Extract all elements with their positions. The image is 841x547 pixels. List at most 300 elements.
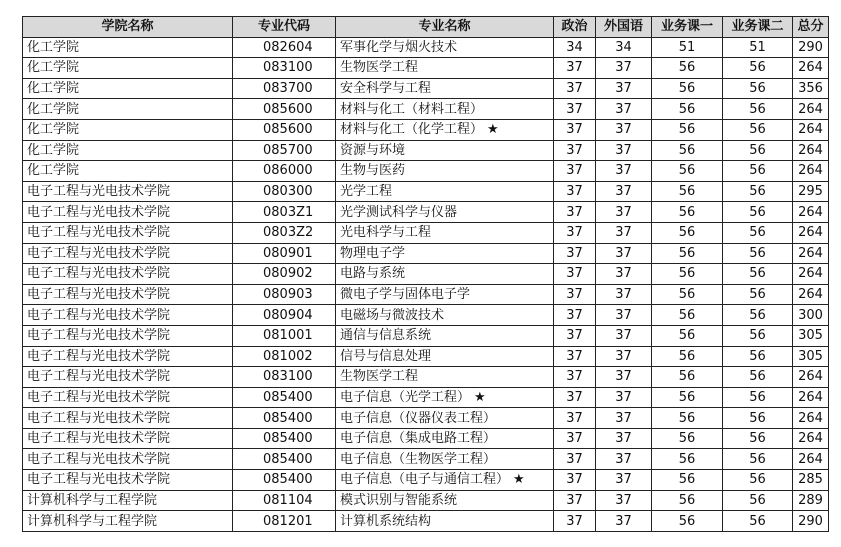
cell-course-two — [723, 181, 793, 202]
cell-course-one — [652, 264, 723, 285]
cell-course-one — [652, 325, 723, 346]
cell-politics — [554, 181, 596, 202]
table-row — [23, 119, 829, 140]
cell-foreign-language — [596, 202, 652, 223]
cell-code-text: 080904 — [263, 307, 313, 323]
cell-course-two — [723, 470, 793, 491]
cell-foreign-language-text: 37 — [615, 142, 632, 158]
cell-foreign-language — [596, 119, 652, 140]
cell-total — [793, 202, 829, 223]
cell-course-one — [652, 428, 723, 449]
cell-major — [336, 346, 554, 367]
cell-total-text: 264 — [798, 431, 823, 447]
cell-course-one-text: 56 — [678, 122, 696, 138]
cell-politics-text: 37 — [566, 307, 583, 323]
header-college: 学院名称 — [23, 17, 233, 38]
cell-course-two-text: 56 — [749, 389, 766, 405]
cell-total-text: 264 — [798, 122, 823, 138]
cell-college-text: 电子工程与光电技术学院 — [27, 389, 171, 405]
cell-course-one — [652, 305, 723, 326]
cell-politics-text: 37 — [566, 513, 583, 529]
cell-total-text: 264 — [798, 266, 823, 282]
cell-total — [793, 387, 829, 408]
cell-college-text: 电子工程与光电技术学院 — [27, 307, 171, 323]
cell-code-text: 081104 — [263, 492, 313, 508]
table-row — [23, 99, 829, 120]
cell-major-text: 生物与医药 — [340, 163, 406, 179]
cell-course-one-text: 56 — [678, 389, 696, 405]
cell-code — [233, 140, 336, 161]
cell-code-text: 0803Z2 — [263, 225, 314, 241]
cell-politics — [554, 222, 596, 243]
cell-code — [233, 284, 336, 305]
cell-foreign-language-text: 37 — [615, 60, 632, 76]
cell-college — [23, 346, 233, 367]
cell-politics — [554, 470, 596, 491]
cell-foreign-language — [596, 408, 652, 429]
cell-code-text: 080902 — [263, 266, 313, 282]
cell-course-two-text: 56 — [749, 369, 766, 385]
cell-course-one — [652, 58, 723, 79]
cell-course-two — [723, 490, 793, 511]
cell-course-two-text: 56 — [749, 245, 766, 261]
cell-course-two — [723, 346, 793, 367]
cell-course-one — [652, 490, 723, 511]
cell-college — [23, 78, 233, 99]
cell-foreign-language-text: 34 — [615, 39, 632, 55]
table-row — [23, 161, 829, 182]
cell-course-one-text: 56 — [678, 142, 696, 158]
cell-college — [23, 305, 233, 326]
cell-major-text: 信号与信息处理 — [340, 348, 432, 364]
cell-course-one — [652, 37, 723, 58]
cell-total-text: 264 — [798, 225, 823, 241]
table-row — [23, 470, 829, 491]
cell-code-text: 086000 — [263, 163, 313, 179]
star-icon: ★ — [487, 122, 499, 138]
table-row — [23, 449, 829, 470]
cell-foreign-language-text: 37 — [615, 245, 632, 261]
cell-code — [233, 325, 336, 346]
cell-politics-text: 37 — [566, 472, 583, 488]
cell-college — [23, 428, 233, 449]
cell-course-two — [723, 325, 793, 346]
cell-total — [793, 511, 829, 532]
cell-foreign-language — [596, 428, 652, 449]
cell-course-two — [723, 58, 793, 79]
cell-course-one — [652, 161, 723, 182]
cell-politics — [554, 58, 596, 79]
cell-course-one — [652, 181, 723, 202]
cell-major — [336, 202, 554, 223]
cell-politics — [554, 202, 596, 223]
cell-politics-text: 37 — [566, 348, 583, 364]
cell-course-two-text: 56 — [749, 122, 766, 138]
cell-college — [23, 243, 233, 264]
cell-politics-text: 37 — [566, 287, 583, 303]
cell-foreign-language-text: 37 — [615, 287, 632, 303]
cell-major-text: 生物医学工程 — [340, 60, 419, 76]
cell-foreign-language-text: 37 — [615, 451, 632, 467]
cell-total-text: 264 — [798, 101, 823, 117]
cell-course-one-text: 56 — [678, 101, 696, 117]
cell-foreign-language — [596, 37, 652, 58]
cell-college-text: 电子工程与光电技术学院 — [27, 431, 171, 447]
cell-major — [336, 387, 554, 408]
cell-course-two-text: 56 — [749, 513, 766, 529]
cell-total — [793, 325, 829, 346]
cell-code — [233, 119, 336, 140]
cell-foreign-language — [596, 243, 652, 264]
cell-foreign-language-text: 37 — [615, 431, 632, 447]
cell-college — [23, 408, 233, 429]
cell-major — [336, 243, 554, 264]
cell-course-one — [652, 202, 723, 223]
cell-foreign-language-text: 37 — [615, 410, 632, 426]
cell-foreign-language — [596, 449, 652, 470]
cell-code-text: 081001 — [263, 328, 313, 344]
cell-college-text: 化工学院 — [27, 60, 80, 76]
cell-major — [336, 161, 554, 182]
cell-total-text: 264 — [798, 410, 823, 426]
cell-college-text: 电子工程与光电技术学院 — [27, 245, 171, 261]
cell-foreign-language — [596, 490, 652, 511]
cell-code — [233, 222, 336, 243]
table-row — [23, 140, 829, 161]
cell-course-two-text: 56 — [749, 307, 766, 323]
cell-course-one — [652, 243, 723, 264]
cell-total-text: 264 — [798, 287, 823, 303]
cell-foreign-language-text: 37 — [615, 369, 632, 385]
table-row — [23, 346, 829, 367]
cell-foreign-language-text: 37 — [615, 266, 632, 282]
cell-code — [233, 408, 336, 429]
cell-major — [336, 470, 554, 491]
table-row — [23, 202, 829, 223]
table-row — [23, 37, 829, 58]
cell-major — [336, 408, 554, 429]
cell-major — [336, 181, 554, 202]
cell-course-two — [723, 428, 793, 449]
cell-course-one — [652, 511, 723, 532]
cell-politics — [554, 387, 596, 408]
cell-politics — [554, 346, 596, 367]
cell-college — [23, 511, 233, 532]
cell-major — [336, 449, 554, 470]
cell-course-one — [652, 119, 723, 140]
header-major: 专业名称 — [336, 17, 554, 38]
cell-code — [233, 161, 336, 182]
cell-code — [233, 470, 336, 491]
table-row — [23, 264, 829, 285]
cell-course-two — [723, 284, 793, 305]
cell-major — [336, 428, 554, 449]
cell-foreign-language — [596, 325, 652, 346]
cell-code — [233, 243, 336, 264]
cell-code-text: 083700 — [263, 81, 313, 97]
cell-major — [336, 99, 554, 120]
cell-major-text: 电磁场与微波技术 — [340, 307, 445, 323]
cell-college-text: 电子工程与光电技术学院 — [27, 204, 171, 220]
cell-course-two-text: 56 — [749, 410, 766, 426]
cell-total — [793, 367, 829, 388]
cell-code-text: 085400 — [263, 472, 313, 488]
cell-major-text: 电子信息（集成电路工程） — [340, 431, 497, 447]
cell-course-one-text: 56 — [678, 184, 696, 200]
cell-course-one-text: 56 — [678, 307, 696, 323]
cell-foreign-language-text: 37 — [615, 389, 632, 405]
cell-politics — [554, 511, 596, 532]
cell-course-one-text: 56 — [678, 451, 696, 467]
cell-course-one-text: 56 — [678, 225, 696, 241]
cell-college — [23, 264, 233, 285]
cell-total — [793, 284, 829, 305]
cell-course-two-text: 56 — [749, 492, 766, 508]
cell-total — [793, 119, 829, 140]
cell-course-one-text: 56 — [678, 492, 696, 508]
header-foreign-language: 外国语 — [596, 17, 652, 38]
table-row — [23, 305, 829, 326]
header-total: 总分 — [793, 17, 829, 38]
cell-code — [233, 37, 336, 58]
cell-course-two-text: 56 — [749, 163, 766, 179]
cell-code — [233, 346, 336, 367]
cell-course-one — [652, 99, 723, 120]
cell-major-text: 电路与系统 — [340, 266, 406, 282]
cell-politics — [554, 99, 596, 120]
cell-major-text: 电子信息（光学工程） — [340, 389, 471, 405]
cell-course-one-text: 56 — [678, 266, 696, 282]
cell-politics-text: 37 — [566, 81, 583, 97]
cell-code-text: 080300 — [263, 184, 313, 200]
cell-foreign-language-text: 37 — [615, 122, 632, 138]
cell-politics — [554, 367, 596, 388]
cell-course-two — [723, 449, 793, 470]
cell-total — [793, 78, 829, 99]
cell-course-two-text: 56 — [749, 204, 766, 220]
cell-college-text: 电子工程与光电技术学院 — [27, 328, 171, 344]
cell-major — [336, 264, 554, 285]
cell-code — [233, 99, 336, 120]
table-row — [23, 284, 829, 305]
cell-total — [793, 243, 829, 264]
cell-politics — [554, 428, 596, 449]
header-politics: 政治 — [554, 17, 596, 38]
cell-total — [793, 428, 829, 449]
cell-course-one — [652, 408, 723, 429]
cell-code — [233, 428, 336, 449]
cell-college — [23, 367, 233, 388]
star-icon: ★ — [513, 472, 525, 488]
cell-code — [233, 181, 336, 202]
cell-major — [336, 140, 554, 161]
cell-college — [23, 449, 233, 470]
cell-code — [233, 490, 336, 511]
cell-major-text: 电子信息（生物医学工程） — [340, 451, 497, 467]
cell-course-two-text: 51 — [749, 39, 766, 55]
cell-politics — [554, 490, 596, 511]
cell-total-text: 305 — [798, 348, 823, 364]
cell-course-two — [723, 78, 793, 99]
cell-code-text: 081201 — [263, 513, 313, 529]
cell-foreign-language — [596, 161, 652, 182]
cell-foreign-language — [596, 78, 652, 99]
cell-code — [233, 305, 336, 326]
cell-course-two-text: 56 — [749, 431, 766, 447]
cell-foreign-language — [596, 181, 652, 202]
cell-foreign-language — [596, 264, 652, 285]
cell-college — [23, 181, 233, 202]
table-row — [23, 243, 829, 264]
cell-college-text: 电子工程与光电技术学院 — [27, 266, 171, 282]
cell-course-one-text: 56 — [678, 287, 696, 303]
cell-foreign-language — [596, 305, 652, 326]
cell-college — [23, 325, 233, 346]
cell-foreign-language-text: 37 — [615, 472, 632, 488]
cell-total-text: 285 — [798, 472, 823, 488]
cell-course-one — [652, 284, 723, 305]
cell-course-two-text: 56 — [749, 60, 766, 76]
cell-course-one-text: 56 — [678, 369, 696, 385]
cell-total — [793, 346, 829, 367]
score-table-container — [22, 16, 828, 532]
cell-college-text: 计算机科学与工程学院 — [27, 513, 158, 529]
cell-foreign-language-text: 37 — [615, 348, 632, 364]
cell-course-one-text: 56 — [678, 410, 696, 426]
cell-politics-text: 37 — [566, 245, 583, 261]
cell-foreign-language — [596, 387, 652, 408]
cell-college-text: 化工学院 — [27, 81, 80, 97]
cell-college-text: 电子工程与光电技术学院 — [27, 410, 171, 426]
cell-major-text: 电子信息（仪器仪表工程） — [340, 410, 497, 426]
cell-course-two — [723, 243, 793, 264]
cell-total-text: 290 — [798, 39, 823, 55]
cell-course-two-text: 56 — [749, 81, 766, 97]
cell-course-one — [652, 387, 723, 408]
cell-course-one — [652, 367, 723, 388]
cell-total — [793, 140, 829, 161]
cell-politics — [554, 449, 596, 470]
cell-course-two-text: 56 — [749, 266, 766, 282]
cell-course-two-text: 56 — [749, 184, 766, 200]
cell-course-two-text: 56 — [749, 348, 766, 364]
cell-course-one-text: 56 — [678, 472, 696, 488]
cell-politics-text: 37 — [566, 184, 583, 200]
cell-total-text: 264 — [798, 245, 823, 261]
cell-college-text: 电子工程与光电技术学院 — [27, 184, 171, 200]
cell-code-text: 0803Z1 — [263, 204, 314, 220]
cell-politics-text: 37 — [566, 389, 583, 405]
cell-total-text: 264 — [798, 163, 823, 179]
cell-code — [233, 78, 336, 99]
cell-code — [233, 264, 336, 285]
cell-course-one — [652, 449, 723, 470]
cell-course-one-text: 56 — [678, 60, 696, 76]
cell-major — [336, 511, 554, 532]
cell-foreign-language-text: 37 — [615, 204, 632, 220]
header-course-one: 业务课一 — [652, 17, 723, 38]
cell-code-text: 083100 — [263, 60, 313, 76]
table-row — [23, 78, 829, 99]
cell-politics-text: 37 — [566, 204, 583, 220]
table-header — [23, 17, 829, 38]
cell-major-text: 微电子学与固体电子学 — [340, 287, 471, 303]
cell-college-text: 电子工程与光电技术学院 — [27, 287, 171, 303]
cell-course-two-text: 56 — [749, 451, 766, 467]
cell-major — [336, 367, 554, 388]
cell-major-text: 光学测试科学与仪器 — [340, 204, 458, 220]
cell-politics-text: 37 — [566, 492, 583, 508]
cell-course-one-text: 56 — [678, 163, 696, 179]
cell-college-text: 电子工程与光电技术学院 — [27, 451, 171, 467]
cell-college — [23, 284, 233, 305]
cell-total — [793, 222, 829, 243]
cell-college-text: 化工学院 — [27, 101, 80, 117]
cell-foreign-language — [596, 367, 652, 388]
score-table — [22, 16, 829, 532]
cell-total-text: 264 — [798, 389, 823, 405]
cell-politics-text: 37 — [566, 431, 583, 447]
cell-total-text: 295 — [798, 184, 823, 200]
cell-college-text: 计算机科学与工程学院 — [27, 492, 158, 508]
cell-college-text: 化工学院 — [27, 122, 80, 138]
cell-course-one — [652, 470, 723, 491]
cell-total-text: 264 — [798, 204, 823, 220]
cell-course-two — [723, 161, 793, 182]
cell-total — [793, 264, 829, 285]
cell-politics-text: 37 — [566, 451, 583, 467]
cell-course-two — [723, 202, 793, 223]
cell-major — [336, 119, 554, 140]
cell-code-text: 085700 — [263, 142, 313, 158]
cell-foreign-language — [596, 222, 652, 243]
cell-college-text: 电子工程与光电技术学院 — [27, 369, 171, 385]
cell-total — [793, 305, 829, 326]
table-row — [23, 58, 829, 79]
cell-college-text: 电子工程与光电技术学院 — [27, 348, 171, 364]
cell-foreign-language — [596, 511, 652, 532]
cell-total-text: 300 — [798, 307, 823, 323]
cell-major-text: 材料与化工（材料工程） — [340, 101, 484, 117]
cell-foreign-language — [596, 140, 652, 161]
cell-course-two — [723, 222, 793, 243]
cell-code — [233, 387, 336, 408]
cell-course-two-text: 56 — [749, 287, 766, 303]
cell-total-text: 264 — [798, 60, 823, 76]
cell-politics — [554, 325, 596, 346]
cell-total — [793, 37, 829, 58]
cell-course-one-text: 56 — [678, 348, 696, 364]
cell-politics — [554, 37, 596, 58]
cell-college-text: 化工学院 — [27, 142, 80, 158]
cell-major-text: 光电科学与工程 — [340, 225, 432, 241]
header-code: 专业代码 — [233, 17, 336, 38]
cell-total-text: 305 — [798, 328, 823, 344]
cell-major — [336, 58, 554, 79]
cell-total — [793, 470, 829, 491]
cell-major-text: 模式识别与智能系统 — [340, 492, 458, 508]
header-course-two: 业务课二 — [723, 17, 793, 38]
cell-major-text: 物理电子学 — [340, 245, 406, 261]
cell-total — [793, 449, 829, 470]
table-row — [23, 367, 829, 388]
cell-foreign-language — [596, 99, 652, 120]
cell-major — [336, 284, 554, 305]
cell-code-text: 085400 — [263, 389, 313, 405]
table-row — [23, 325, 829, 346]
cell-foreign-language-text: 37 — [615, 225, 632, 241]
cell-major — [336, 78, 554, 99]
